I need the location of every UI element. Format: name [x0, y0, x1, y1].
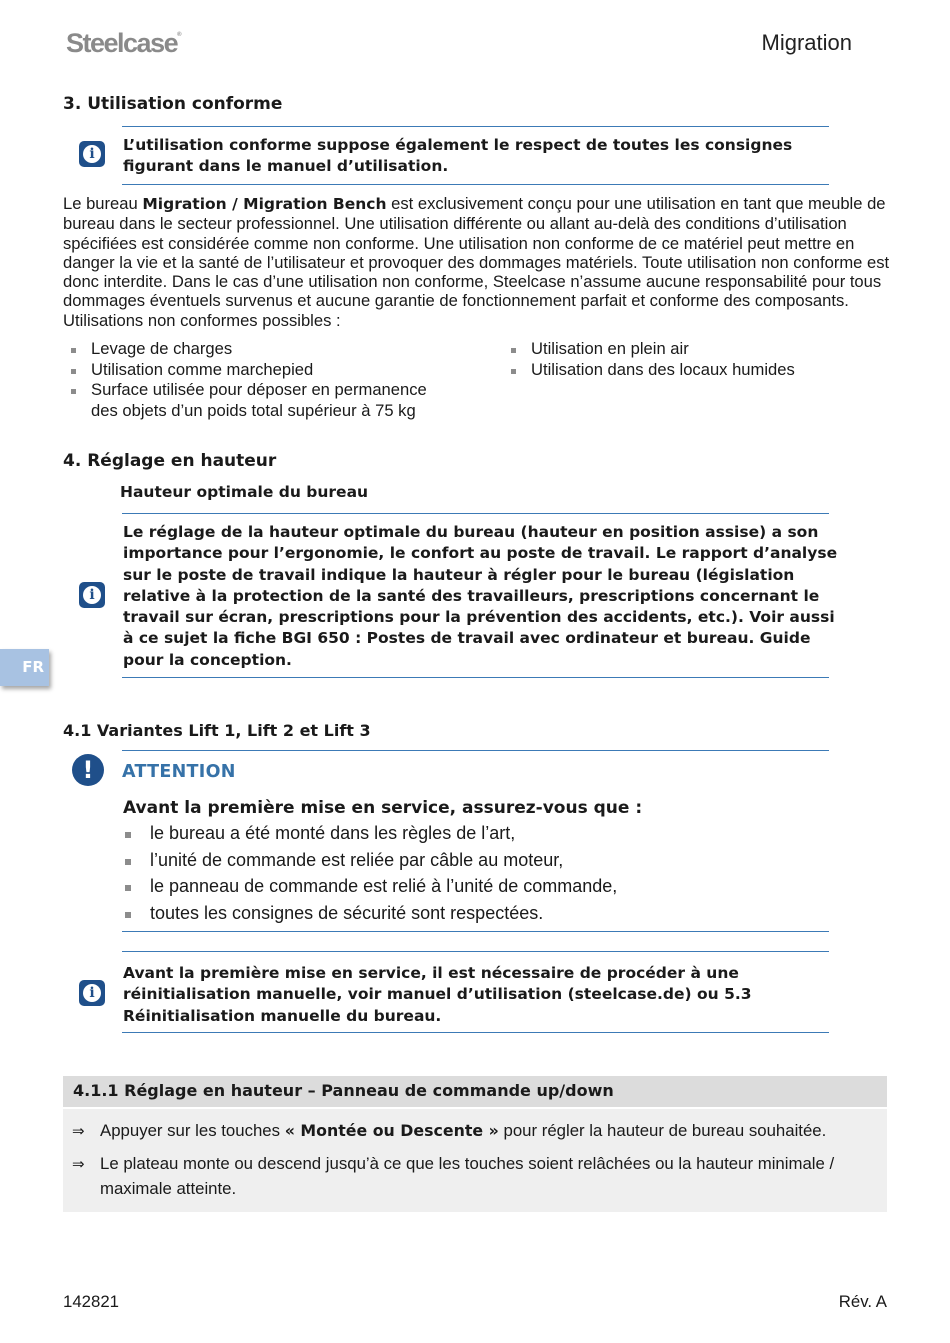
step-item: ⇒ Appuyer sur les touches « Montée ou Descente » pour régler la hauteur de bureau souhaitée.	[63, 1119, 863, 1144]
procedure-box	[63, 1109, 887, 1212]
list-item: Utilisation comme marchepied	[63, 360, 483, 381]
info-note: L’utilisation conforme suppose également le respect de toutes les consignes figurant dans le manuel d’utilisation.	[123, 136, 793, 176]
language-tab: FR	[0, 649, 49, 686]
info-icon: i	[79, 980, 105, 1006]
section-4-heading: 4. Réglage en hauteur	[63, 451, 277, 471]
misuse-list-left	[63, 339, 483, 421]
list-item: Utilisation dans des locaux humides	[503, 360, 883, 381]
document-title: Migration	[761, 30, 852, 55]
attention-lead: Avant la première mise en service, assurez-vous que :	[123, 798, 643, 818]
section-4-1-heading: 4.1 Variantes Lift 1, Lift 2 et Lift 3	[63, 721, 371, 740]
intended-use-paragraph: Le bureau Migration / Migration Bench est exclusivement conçu pour une utilisation en tant que meuble de bureau dans le secteur professionnel. Une utilisation différente ou allant au-delà des conditions d’utilisation spécifiées est considérée comme non conforme. Une utilisation non conforme de ce matériel peut mettre en danger la vie et la santé de l’utilisateur et provoquer des dommages matériels. Toute utilisation non conforme est donc interdite. Dans le cas d’une utilisation non conforme, Steelcase n’assume aucune responsabilité pour tous dommages éventuels survenus et aucune garantie de fonctionnement parfait et conforme des composants. Utilisations non conformes possibles :	[63, 194, 890, 330]
info-note: Avant la première mise en service, il est nécessaire de procéder à une réinitialisation manuelle, voir manuel d’utilisation (steelcase.de) ou 5.3 Réinitialisation manuelle du bureau.	[123, 964, 752, 1025]
rule	[122, 750, 829, 751]
list-item: l’unité de commande est reliée par câble au moteur,	[123, 847, 823, 874]
attention-icon: !	[72, 754, 104, 786]
list-item: Surface utilisée pour déposer en permanence des objets d’un poids total supérieur à 75 kg	[63, 380, 451, 421]
rule	[122, 126, 829, 127]
revision: Rév. A	[838, 1292, 887, 1311]
section-3-heading: 3. Utilisation conforme	[63, 94, 283, 114]
info-note: Le réglage de la hauteur optimale du bureau (hauteur en position assise) a son importance pour l’ergonomie, le confort au poste de travail. Le rapport d’analyse sur le poste de travail indique la hauteur à régler pour le bureau (législation relative à la protection de la santé des travailleurs, prescriptions concernant le travail sur écran, prescriptions pour la prévention des accidents, etc.). Voir aussi à ce sujet la fiche BGI 650 : Postes de travail avec ordinateur et bureau. Guide pour la conception.	[123, 523, 838, 669]
rule	[122, 951, 829, 952]
rule	[122, 513, 829, 514]
info-icon: i	[79, 582, 105, 608]
list-item: Levage de charges	[63, 339, 483, 360]
rule	[122, 677, 829, 678]
attention-list	[123, 820, 823, 926]
procedure-header	[63, 1076, 887, 1107]
rule	[122, 1032, 829, 1033]
subheading: Hauteur optimale du bureau	[120, 483, 369, 501]
rule	[122, 184, 829, 185]
step-item: ⇒ Le plateau monte ou descend jusqu’à ce que les touches soient relâchées ou la hauteur minimale / maximale atteinte.	[63, 1152, 863, 1201]
attention-label: ATTENTION	[122, 762, 236, 782]
misuse-list-right	[503, 339, 883, 380]
info-icon: i	[79, 141, 105, 167]
doc-number: 142821	[63, 1292, 119, 1311]
list-item: Utilisation en plein air	[503, 339, 883, 360]
procedure-steps	[63, 1119, 863, 1210]
rule	[122, 931, 829, 932]
list-item: toutes les consignes de sécurité sont respectées.	[123, 900, 823, 927]
list-item: le panneau de commande est relié à l’unité de commande,	[123, 873, 823, 900]
list-item: le bureau a été monté dans les règles de l’art,	[123, 820, 823, 847]
section-4-1-1-heading: 4.1.1 Réglage en hauteur – Panneau de commande up/down	[73, 1081, 614, 1100]
steelcase-logo: Steelcase®	[66, 28, 182, 58]
